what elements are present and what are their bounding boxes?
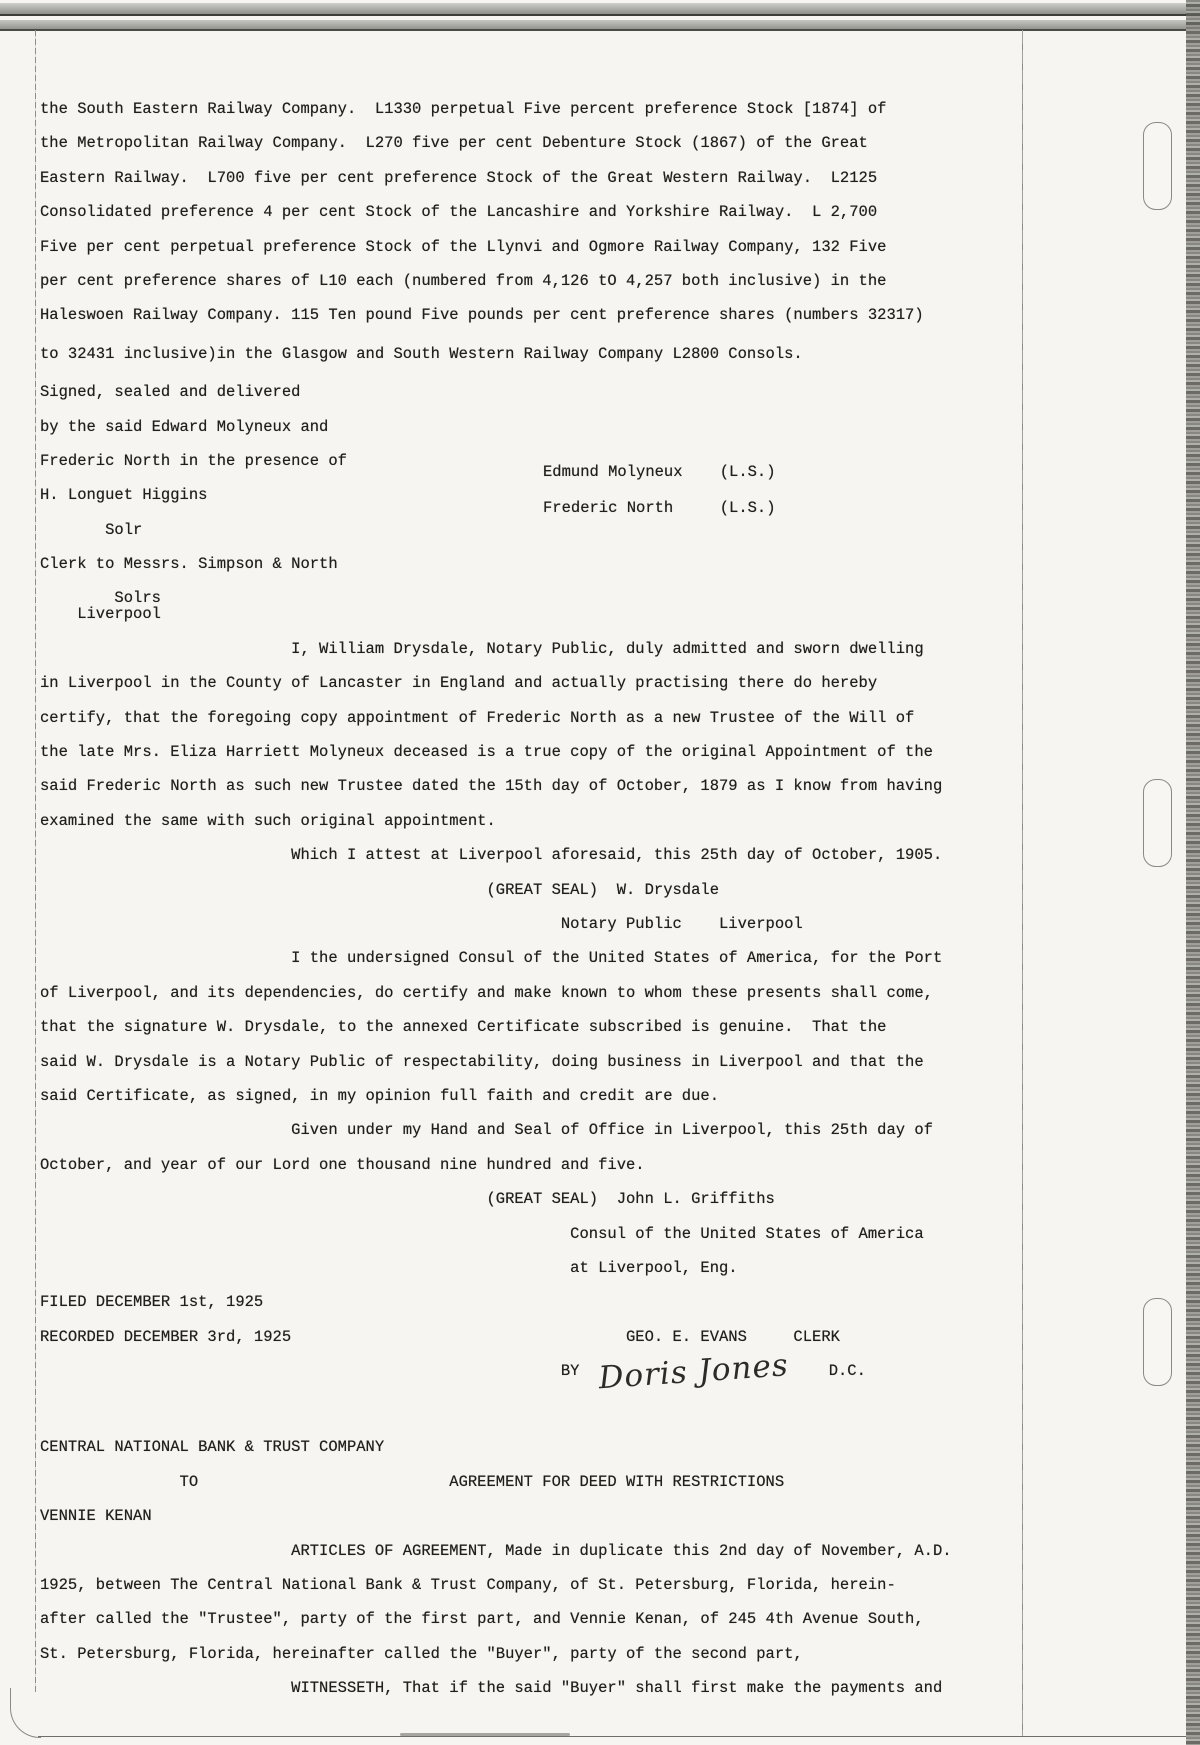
document-line: at Liverpool, Eng. [40, 1258, 738, 1277]
instrument-title-line: TO AGREEMENT FOR DEED WITH RESTRICTIONS [40, 1472, 785, 1491]
document-line: Solrs [40, 589, 161, 608]
document-line: I, William Drysdale, Notary Public, duly admitted and sworn dwelling [40, 639, 924, 658]
document-line: Consul of the United States of America [40, 1224, 924, 1243]
document-line: the Metropolitan Railway Company. L270 five per cent Debenture Stock (1867) of the Great [40, 134, 868, 153]
grantee-name-line: VENNIE KENAN [40, 1507, 152, 1526]
document-line: Consolidated preference 4 per cent Stock of the Lancashire and Yorkshire Railway. L 2,700 [40, 203, 878, 222]
handwritten-signature: Doris Jones [597, 1347, 790, 1397]
filed-date-line: FILED DECEMBER 1st, 1925 [40, 1293, 264, 1312]
document-line: said Certificate, as signed, in my opinion full faith and credit are due. [40, 1086, 720, 1105]
typewritten-text-block [40, 100, 1050, 1714]
document-line: Five per cent perpetual preference Stock of the Llynvi and Ogmore Railway Company, 132 Five [40, 237, 887, 256]
document-line: of Liverpool, and its dependencies, do certify and make known to whom these presents shall come, [40, 983, 933, 1002]
hole-punch-bottom [1143, 1298, 1172, 1386]
document-line: October, and year of our Lord one thousand nine hundred and five. [40, 1155, 645, 1174]
document-line: (GREAT SEAL) John L. Griffiths [40, 1190, 775, 1209]
page-bottom-edge-line [38, 1736, 1186, 1737]
document-line: I the undersigned Consul of the United States of America, for the Port [40, 949, 943, 968]
page-corner-curl [10, 1688, 41, 1738]
document-line: in Liverpool in the County of Lancaster in England and actually practising there do hereby [40, 674, 878, 693]
document-line: Eastern Railway. L700 five per cent preference Stock of the Great Western Railway. L2125 [40, 168, 878, 187]
hole-punch-top [1143, 122, 1172, 210]
book-right-edge-shadow [1186, 0, 1200, 1745]
document-line: Frederic North in the presence of [40, 451, 347, 470]
recorded-date-clerk-line: RECORDED DECEMBER 3rd, 1925 GEO. E. EVANS CLERK [40, 1327, 840, 1346]
deputy-clerk-byline [40, 1347, 1050, 1397]
seal-signature-edmund-molyneux: Edmund Molyneux (L.S.) [543, 463, 776, 481]
document-line: said Frederic North as such new Trustee dated the 15th day of October, 1879 as I know from having [40, 777, 943, 796]
book-edge-band-top-2 [0, 20, 1200, 31]
document-line: that the signature W. Drysdale, to the annexed Certificate subscribed is genuine. That the [40, 1018, 887, 1037]
document-line: Haleswoen Railway Company. 115 Ten pound Five pounds per cent preference shares (numbers 32317) [40, 306, 924, 325]
document-line: said W. Drysdale is a Notary Public of respectability, doing business in Liverpool and that the [40, 1052, 924, 1071]
document-line: ARTICLES OF AGREEMENT, Made in duplicate this 2nd day of November, A.D. [40, 1541, 952, 1560]
document-line: St. Petersburg, Florida, hereinafter called the "Buyer", party of the second part, [40, 1644, 803, 1663]
page-left-edge-line [35, 30, 36, 1692]
document-line: by the said Edward Molyneux and [40, 417, 329, 436]
document-line: Clerk to Messrs. Simpson & North [40, 555, 338, 574]
grantor-name-line: CENTRAL NATIONAL BANK & TRUST COMPANY [40, 1438, 385, 1457]
document-line: after called the "Trustee", party of the first part, and Vennie Kenan, of 245 4th Avenue South, [40, 1610, 924, 1629]
document-line: Signed, sealed and delivered [40, 383, 301, 402]
document-line: Given under my Hand and Seal of Office in Liverpool, this 25th day of [40, 1121, 933, 1140]
document-line: the late Mrs. Eliza Harriett Molyneux deceased is a true copy of the original Appointment of the [40, 743, 933, 762]
document-line: to 32431 inclusive)in the Glasgow and South Western Railway Company L2800 Consols. [40, 344, 803, 363]
document-line: WITNESSETH, That if the said "Buyer" shall first make the payments and [40, 1679, 943, 1698]
document-line: Which I attest at Liverpool aforesaid, this 25th day of October, 1905. [40, 846, 943, 865]
document-line: H. Longuet Higgins [40, 486, 208, 505]
document-line: Liverpool [40, 605, 161, 624]
document-line: (GREAT SEAL) W. Drysdale [40, 880, 720, 899]
document-line: certify, that the foregoing copy appointment of Frederic North as a new Trustee of the Will of [40, 708, 915, 727]
bottom-edge-smudge [400, 1733, 570, 1736]
document-line: the South Eastern Railway Company. L1330 perpetual Five percent preference Stock [1874] of [40, 100, 887, 118]
document-line: examined the same with such original appointment. [40, 811, 496, 830]
document-line: 1925, between The Central National Bank & Trust Company, of St. Petersburg, Florida, herein- [40, 1576, 896, 1595]
book-edge-band-top-1 [0, 3, 1200, 16]
document-line: per cent preference shares of L10 each (numbered from 4,126 tO 4,257 both inclusive) in the [40, 271, 887, 290]
document-line: Notary Public Liverpool [40, 914, 803, 933]
byline-suffix: D.C. [810, 1362, 866, 1381]
document-line: Solr [40, 520, 143, 539]
hole-punch-middle [1143, 779, 1172, 867]
byline-prefix: BY [40, 1362, 599, 1381]
seal-signature-frederic-north: Frederic North (L.S.) [543, 499, 776, 517]
